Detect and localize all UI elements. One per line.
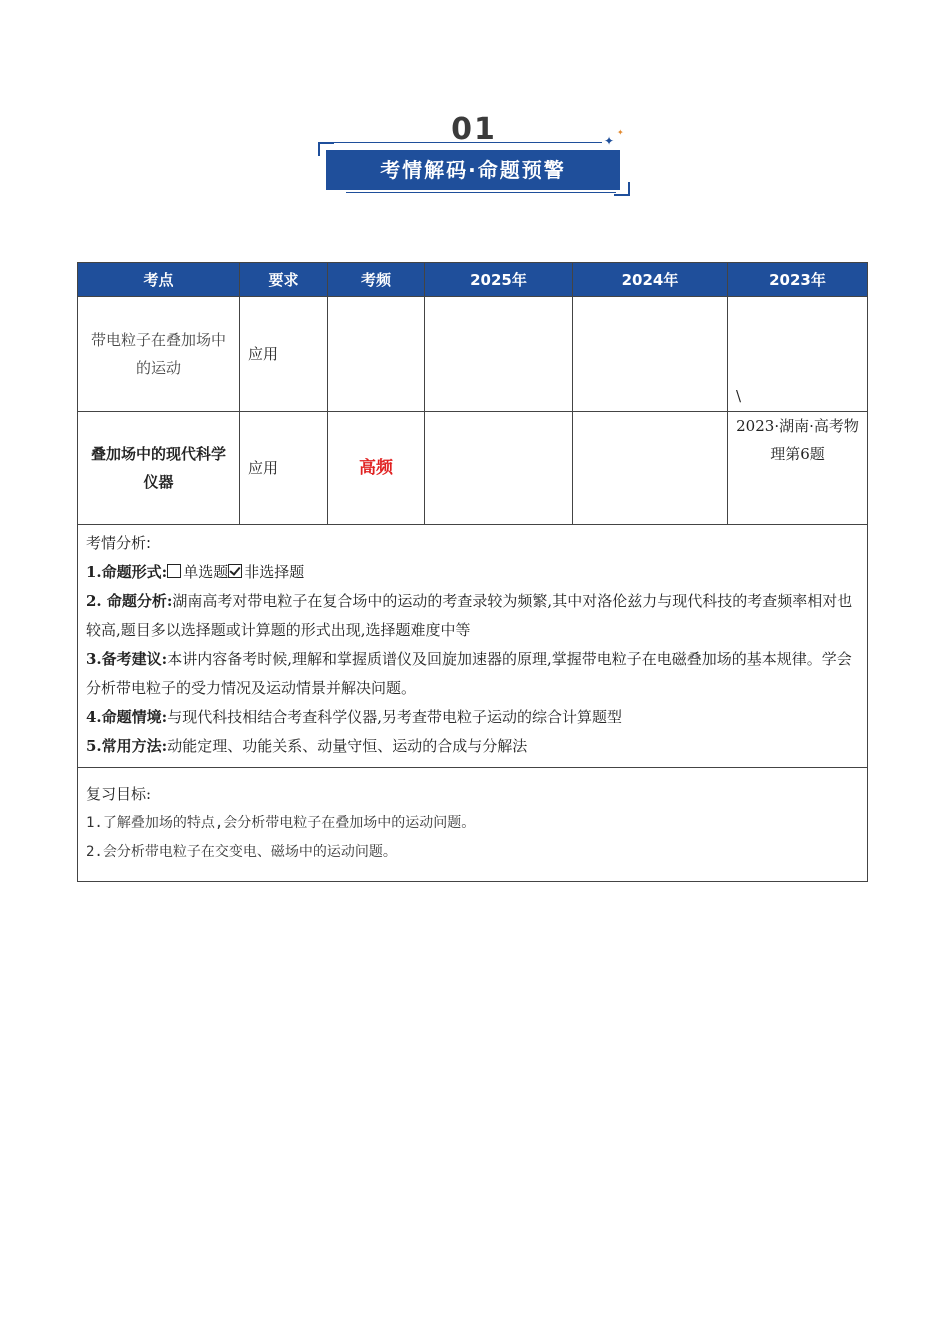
analysis-text: 与现代科技相结合考查科学仪器,另考查带电粒子运动的综合计算题型	[167, 708, 622, 726]
sparkle-small-icon: ✦	[617, 128, 624, 137]
analysis-label: 1.命题形式:	[86, 563, 168, 581]
option-label: 单选题	[183, 563, 229, 581]
table-header-row	[78, 263, 868, 297]
table-row	[78, 297, 868, 412]
checkbox-non-choice	[228, 564, 242, 578]
year-2023-cell: 2023·湖南·高考物理第6题	[728, 412, 868, 525]
analysis-item-context	[86, 703, 859, 732]
frequency-cell	[328, 297, 425, 412]
topic-cell: 叠加场中的现代科学仪器	[78, 412, 240, 525]
year-2025-cell	[425, 412, 573, 525]
goal-item: 2.会分析带电粒子在交变电、磁场中的运动问题。	[86, 844, 397, 860]
checkbox-single-choice	[167, 564, 181, 578]
analysis-text: 动能定理、功能关系、动量守恒、运动的合成与分解法	[167, 737, 528, 755]
analysis-item-format	[86, 558, 859, 587]
requirement-cell: 应用	[240, 412, 328, 525]
banner-bracket-right	[614, 182, 630, 196]
year-2025-cell	[425, 297, 573, 412]
year-2023-cell	[728, 297, 868, 412]
analysis-item-methods	[86, 732, 859, 761]
analysis-label: 4.命题情境:	[86, 708, 168, 726]
col-header-topic: 考点	[78, 263, 240, 297]
analysis-label: 2. 命题分析:	[86, 592, 173, 610]
analysis-label: 5.常用方法:	[86, 737, 168, 755]
section-header	[316, 112, 632, 198]
col-header-2024: 2024年	[573, 263, 728, 297]
option-label: 非选择题	[244, 563, 305, 581]
section-number: 01	[451, 112, 497, 147]
analysis-section	[78, 525, 868, 768]
analysis-label: 3.备考建议:	[86, 650, 168, 668]
col-header-2025: 2025年	[425, 263, 573, 297]
review-goals-section	[78, 768, 868, 882]
banner-line-top	[332, 142, 602, 143]
col-header-2023: 2023年	[728, 263, 868, 297]
analysis-item-advice	[86, 645, 859, 703]
col-header-frequency: 考频	[328, 263, 425, 297]
goals-title: 复习目标:	[86, 785, 152, 803]
col-header-requirement: 要求	[240, 263, 328, 297]
analysis-text: 湖南高考对带电粒子在复合场中的运动的考查录较为频繁,其中对洛伦兹力与现代科技的考查频率相对也较高,题目多以选择题或计算题的形式出现,选择题难度中等	[86, 592, 853, 639]
frequency-high-badge: 高频	[359, 458, 393, 478]
frequency-cell	[328, 412, 425, 525]
exam-analysis-table	[77, 262, 868, 882]
goal-item: 1.了解叠加场的特点,会分析带电粒子在叠加场中的运动问题。	[86, 815, 476, 831]
goals-row	[78, 768, 868, 882]
analysis-row	[78, 525, 868, 768]
sparkle-icon: ✦	[604, 134, 615, 148]
analysis-text: 本讲内容备考时候,理解和掌握质谱仪及回旋加速器的原理,掌握带电粒子在电磁叠加场的基本规律。学会分析带电粒子的受力情况及运动情景并解决问题。	[86, 650, 852, 697]
topic-cell: 带电粒子在叠加场中的运动	[78, 297, 240, 412]
banner-title: 考情解码·命题预警	[326, 150, 620, 190]
year-2024-cell	[573, 297, 728, 412]
year-2024-cell	[573, 412, 728, 525]
requirement-cell: 应用	[240, 297, 328, 412]
analysis-item-analysis	[86, 587, 859, 645]
analysis-title: 考情分析:	[86, 534, 152, 552]
banner-line-bottom	[346, 192, 616, 193]
table-row	[78, 412, 868, 525]
year-2023-value: \	[736, 387, 742, 405]
